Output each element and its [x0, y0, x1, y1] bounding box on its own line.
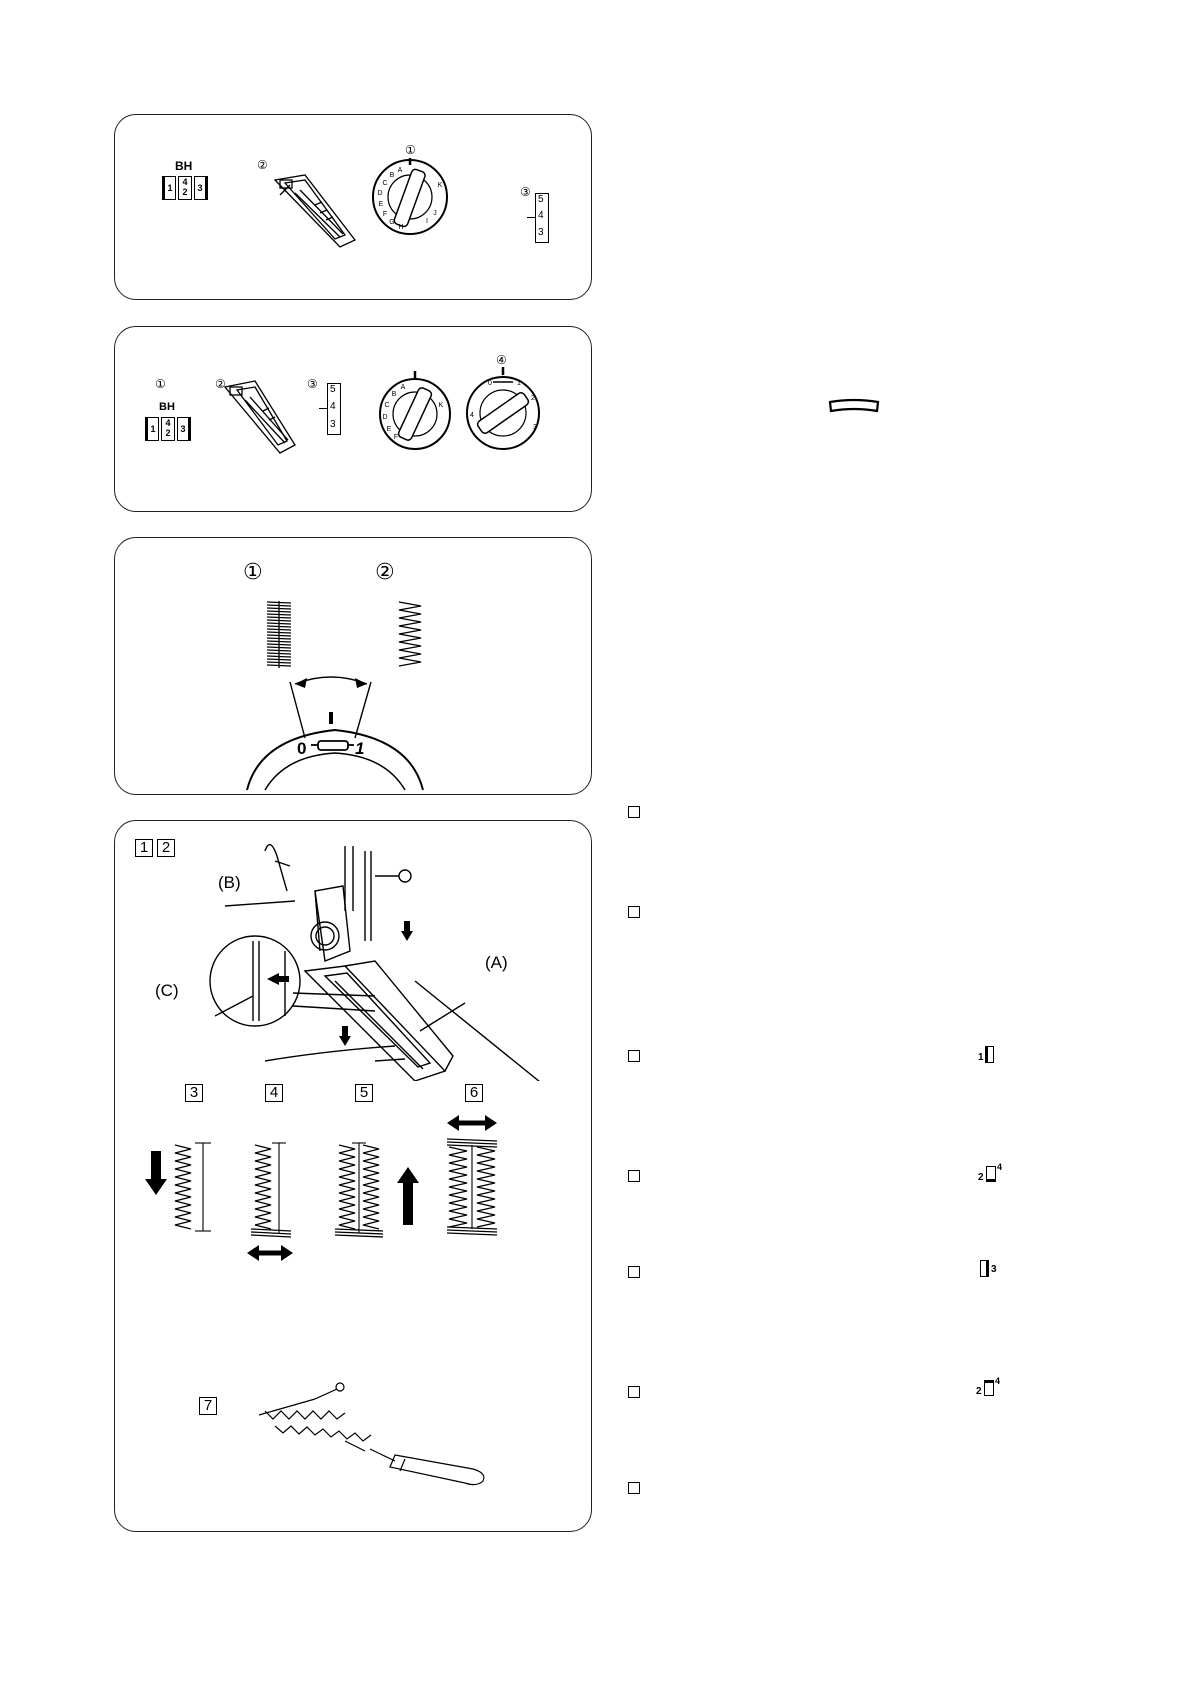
bh-box-left-num: 1: [167, 183, 173, 193]
bh-box-mid-top: 4: [182, 177, 188, 187]
width-setting-indicator-icon: [828, 398, 880, 414]
svg-text:K: K: [438, 402, 444, 409]
bh2-box-mid: [161, 417, 175, 441]
bh-box-right: [194, 176, 208, 200]
step7-seam-ripper-illustration: [255, 1381, 495, 1491]
checkbox-2[interactable]: [628, 906, 640, 918]
checkbox-3[interactable]: [628, 1050, 640, 1062]
svg-text:D: D: [382, 414, 388, 421]
bh2-box-right-num: 3: [180, 424, 186, 434]
dial2-label-0: 0: [488, 380, 492, 387]
pattern-selector-dial: [370, 157, 450, 237]
marker-dial: ①: [405, 143, 416, 157]
bh-step-symbol-2-box: [986, 1166, 996, 1182]
bh2-box-right: [177, 417, 191, 441]
bh-step-symbol-3-box: [980, 1260, 989, 1277]
scale-val-5: 5: [538, 194, 544, 205]
scale-val-4: 4: [538, 210, 544, 221]
dial2-label-1: 1: [517, 380, 521, 387]
bh-step-symbol-4: [976, 1378, 1006, 1398]
dial2-label-2: 2: [531, 395, 535, 402]
scale2-val-5: 5: [330, 384, 336, 395]
step-box-4: 4: [265, 1084, 283, 1102]
scale2-pointer: [319, 408, 327, 409]
buttonhole-foot-illustration-2: [215, 375, 305, 465]
bh-step-symbol-3-num: 3: [991, 1264, 997, 1275]
buttonhole-foot-illustration: [260, 165, 360, 255]
step-box-7: 7: [199, 1397, 217, 1415]
step3-illustration: [143, 1141, 223, 1241]
svg-text:A: A: [400, 384, 406, 391]
checkbox-7[interactable]: [628, 1482, 640, 1494]
svg-text:D: D: [377, 190, 383, 197]
bh-box-right-num: 3: [197, 183, 203, 193]
svg-text:G: G: [389, 219, 395, 226]
dial2-label-3: 3: [533, 424, 537, 431]
pattern-selector-dial-2: [377, 371, 453, 451]
bh2-box-mid-top: 4: [165, 418, 171, 428]
step-box-2: 2: [157, 839, 175, 857]
label-c: (C): [155, 981, 179, 1000]
svg-text:B: B: [391, 391, 397, 398]
bh-step-symbol-1-num: 1: [978, 1052, 984, 1063]
density-dial-illustration: [245, 668, 445, 793]
bh-step-symbol-4-num: 2: [976, 1386, 982, 1397]
marker-foot: ②: [257, 158, 268, 172]
bh2-box-mid-bottom: 2: [165, 428, 171, 438]
checkbox-6[interactable]: [628, 1386, 640, 1398]
scale-val-3: 3: [538, 227, 544, 238]
marker-dial2: ④: [496, 353, 507, 367]
svg-text:H: H: [398, 224, 404, 231]
presser-foot-assembly-illustration: [175, 831, 595, 1081]
open-zigzag-stitch: [397, 600, 423, 670]
stitch-length-scale-2: [327, 383, 341, 435]
svg-text:F: F: [382, 211, 388, 218]
marker-stitch-1: ①: [243, 560, 263, 585]
svg-text:A: A: [397, 167, 403, 174]
svg-text:E: E: [386, 426, 392, 433]
bh-box-mid: [178, 176, 192, 200]
bh2-box-left-num: 1: [150, 424, 156, 434]
marker-foot-2: ②: [215, 377, 226, 391]
bh-symbol-group: [155, 159, 215, 209]
dial-label-0: 0: [297, 739, 307, 758]
bh-step-symbol-2: [978, 1164, 1008, 1184]
dense-satin-stitch: [265, 600, 293, 670]
bh2-box-left: [145, 417, 159, 441]
svg-text:E: E: [378, 201, 384, 208]
bh-step-symbol-1: [978, 1046, 1008, 1064]
marker-bh: ①: [155, 377, 166, 391]
checkbox-4[interactable]: [628, 1170, 640, 1182]
dial-label-1: 1: [355, 739, 365, 758]
step4-illustration: [243, 1141, 323, 1261]
svg-text:K: K: [437, 182, 443, 189]
bh-step-symbol-1-box: [985, 1046, 994, 1063]
panel-buttonhole-setup-1: [114, 114, 592, 300]
svg-text:J: J: [433, 210, 437, 217]
panel-buttonhole-steps: [114, 820, 592, 1532]
stitch-length-scale: [535, 193, 549, 243]
bh-label: BH: [175, 159, 193, 173]
svg-text:C: C: [382, 180, 388, 187]
svg-text:C: C: [384, 402, 390, 409]
marker-stitch-2: ②: [375, 560, 395, 585]
step-box-6: 6: [465, 1084, 483, 1102]
marker-scale-2: ③: [307, 377, 318, 391]
checkbox-5[interactable]: [628, 1266, 640, 1278]
bh-step-symbol-4-sup: 4: [995, 1376, 1001, 1386]
marker-scale: ③: [520, 185, 531, 199]
bh-label-2: BH: [159, 401, 175, 413]
step6-illustration: [445, 1111, 515, 1241]
bh-step-symbol-4-box: [984, 1380, 994, 1396]
panel-stitch-density: [114, 537, 592, 795]
label-b: (B): [218, 873, 241, 892]
label-a: (A): [485, 953, 508, 972]
bh-box-mid-bottom: 2: [182, 187, 188, 197]
svg-text:F: F: [393, 434, 399, 441]
dial2-label-4: 4: [470, 412, 474, 419]
checkbox-1[interactable]: [628, 806, 640, 818]
step5-illustration: [335, 1141, 435, 1241]
step-box-3: 3: [185, 1084, 203, 1102]
bh-step-symbol-2-num: 2: [978, 1172, 984, 1183]
svg-text:I: I: [426, 218, 428, 225]
scale2-val-4: 4: [330, 401, 336, 412]
bh-box-left: [162, 176, 176, 200]
bh-step-symbol-3: [980, 1260, 1010, 1278]
bh-symbol-group-2: [145, 401, 205, 451]
step-box-5: 5: [355, 1084, 373, 1102]
svg-text:B: B: [389, 172, 395, 179]
step-box-1: 1: [135, 839, 153, 857]
bh-step-symbol-2-sup: 4: [997, 1162, 1003, 1172]
scale2-val-3: 3: [330, 419, 336, 430]
panel-buttonhole-setup-2: [114, 326, 592, 512]
scale-pointer: [527, 217, 535, 218]
stitch-width-dial: [463, 367, 543, 451]
